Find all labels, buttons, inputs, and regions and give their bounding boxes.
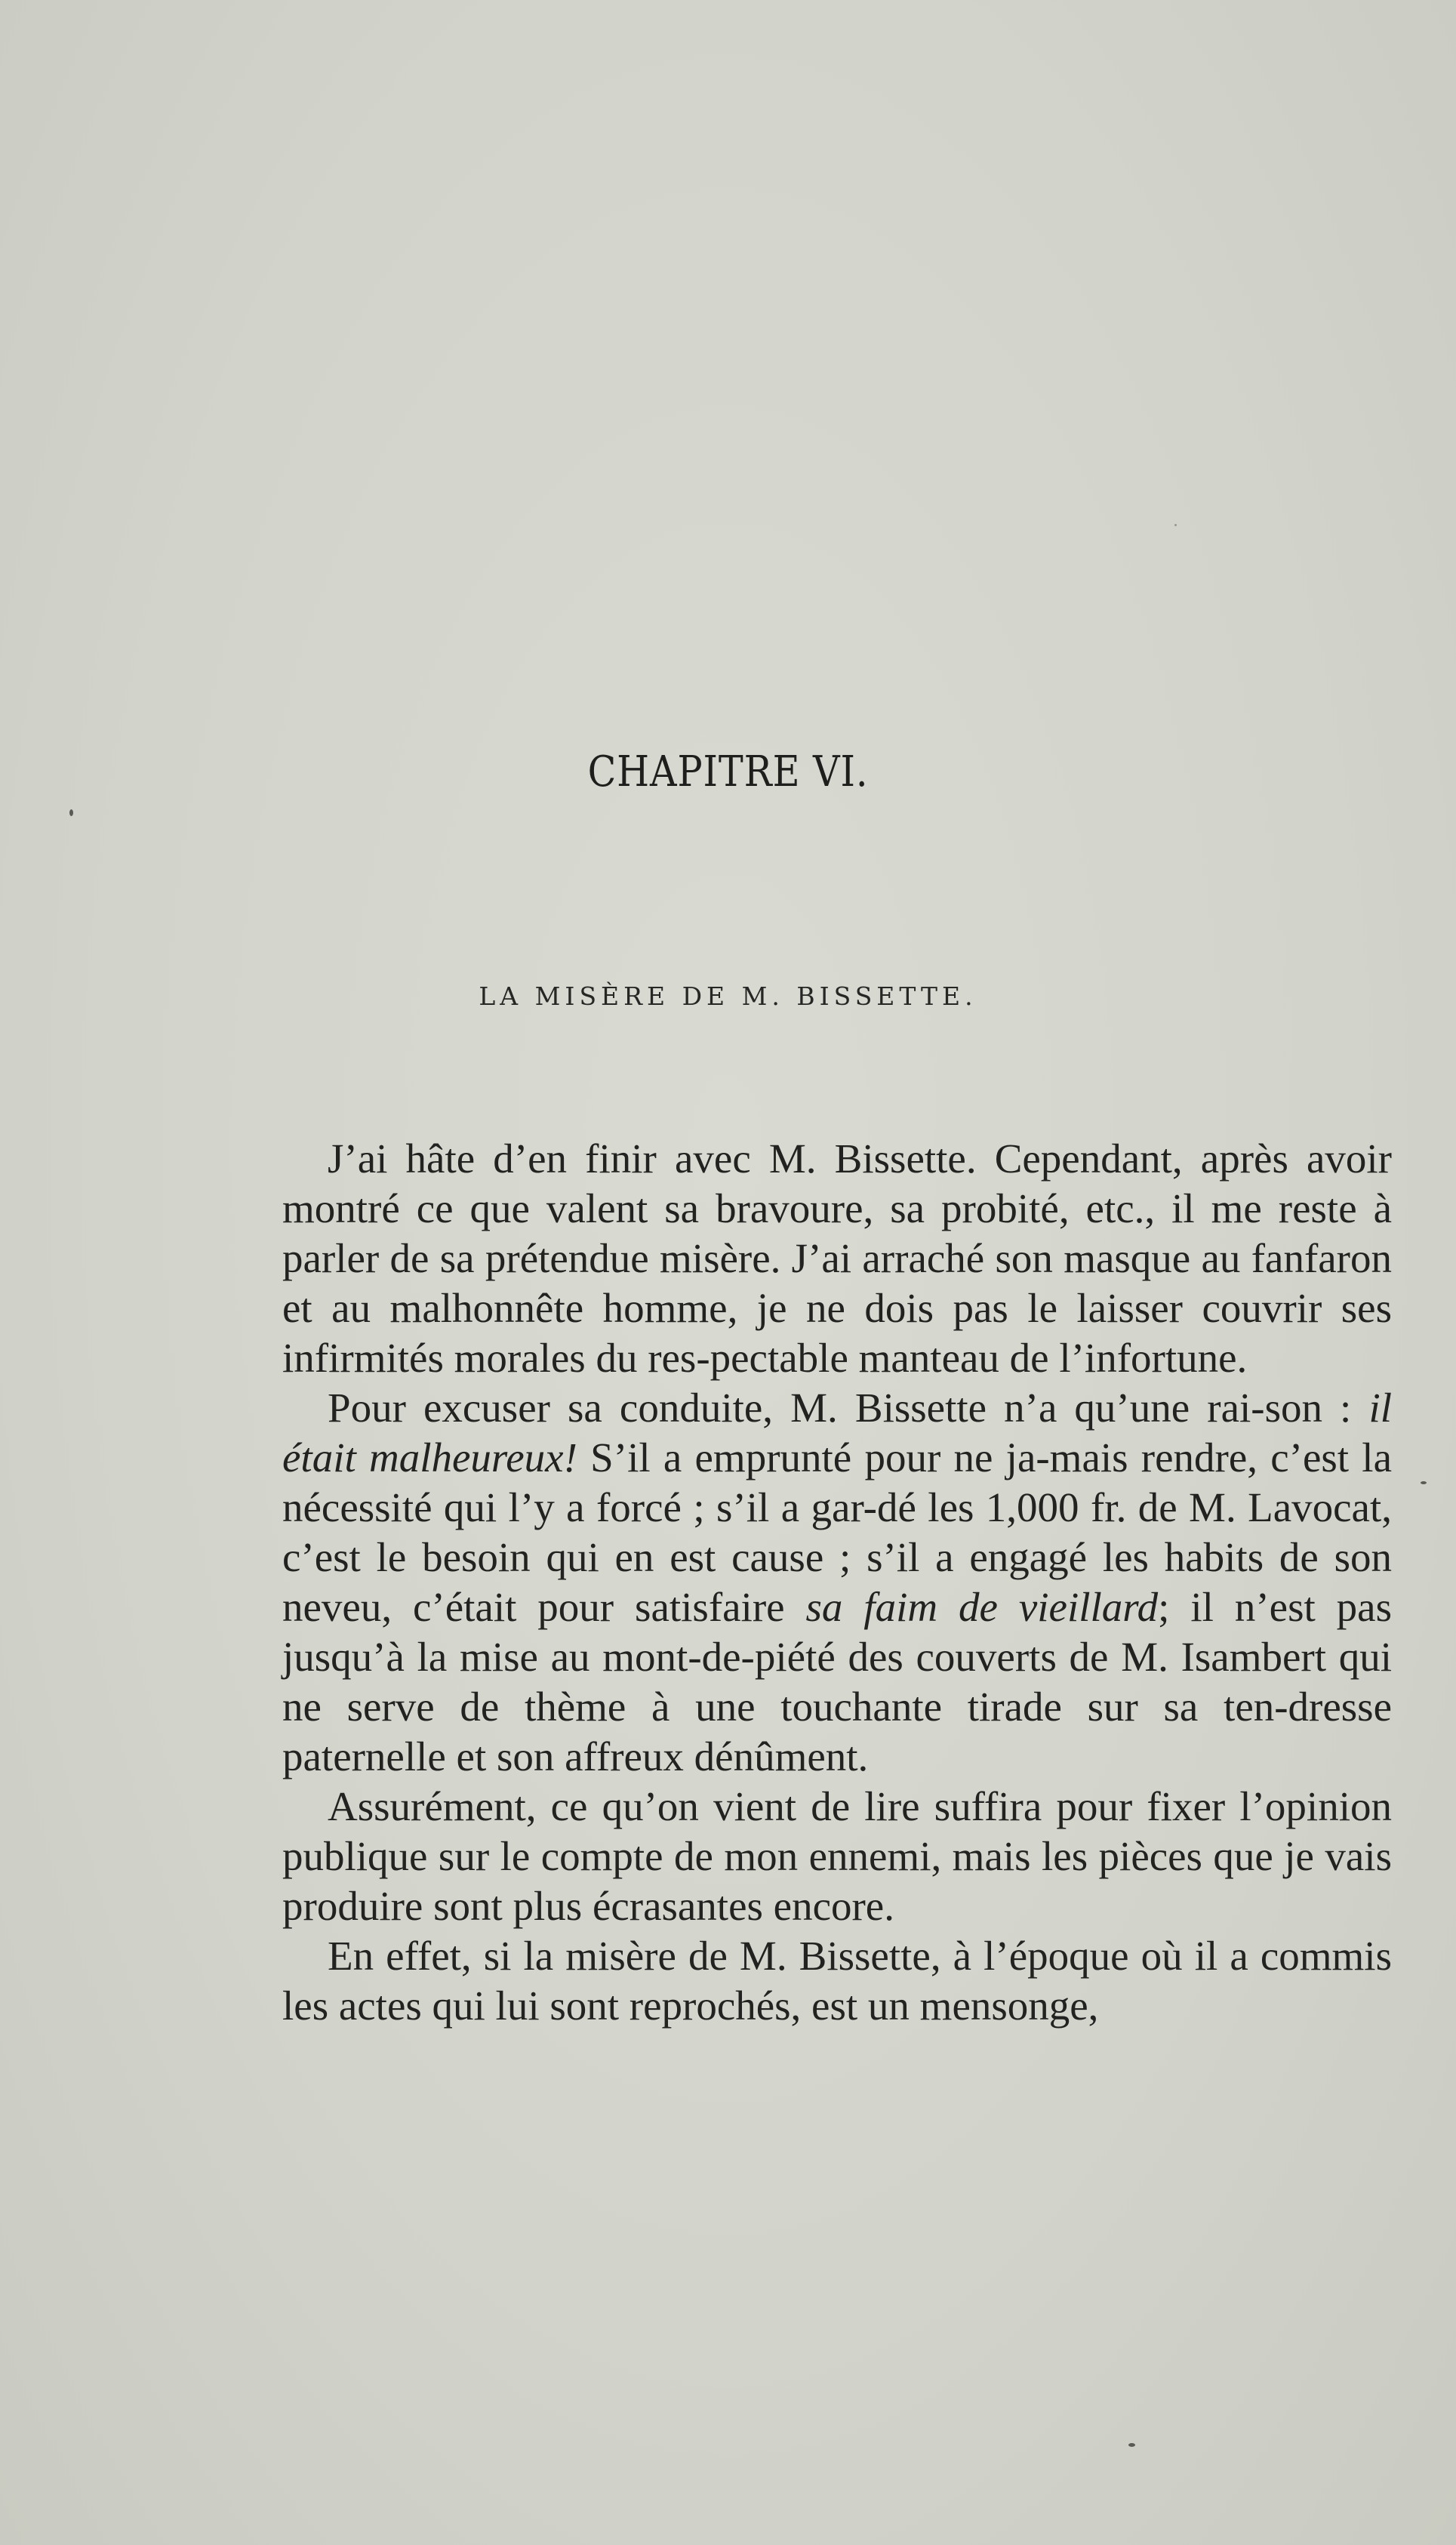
italic-quote: il était malheureux! [282, 1385, 1392, 1480]
paragraph-text: J’ai hâte d’en finir avec M. Bissette. Cependant, après avoir montré ce que valent sa bravoure, sa probité, etc., il me reste à parler de sa prétendue misère. J’ai arraché son masque au fanfaron et au malhonnête homme, je ne dois pas le laisser couvrir ses infirmités morales du res-pectable manteau de l’infortune. [282, 1135, 1392, 1381]
chapter-subtitle: LA MISÈRE DE M. BISSETTE. [479, 981, 977, 1011]
paragraph-text: En effet, si la misère de M. Bissette, à l’époque où il a commis les actes qui lui sont reprochés, est un mensonge, [282, 1933, 1392, 2029]
paragraph-3 [282, 1782, 1392, 1931]
paragraph-text: ; il n’est pas jusqu’à la mise au mont-de-piété des couverts de M. Isambert qui ne serve de thème à une touchante tirade sur sa ten-dresse paternelle et son affreux dénûment. [282, 1584, 1392, 1779]
paragraph-1 [282, 1134, 1392, 1383]
italic-quote: sa faim de vieillard [805, 1584, 1159, 1630]
chapter-title: CHAPITRE VI. [587, 747, 869, 796]
paragraph-2 [282, 1383, 1392, 1782]
paragraph-text: Pour excuser sa conduite, M. Bissette n’a qu’une rai-son : [328, 1385, 1369, 1431]
paragraph-text: S’il a emprunté pour ne ja-mais rendre, c’est la nécessité qui l’y a forcé ; s’il a gar-dé les 1,000 fr. de M. Lavocat, c’est le besoin qui en est cause ; s’il a engagé les habits de son neveu, c’était pour satisfaire [282, 1434, 1392, 1630]
paragraph-text: Assurément, ce qu’on vient de lire suffira pour fixer l’opinion publique sur le compte de mon ennemi, mais les pièces que je vais produire sont plus écrasantes encore. [282, 1783, 1392, 1929]
paper-speck [1128, 2443, 1135, 2447]
paper-speck [1174, 524, 1177, 526]
paper-speck [1421, 1481, 1427, 1484]
chapter-body [282, 1134, 1392, 2031]
paragraph-4 [282, 1931, 1392, 2031]
paper-speck [69, 809, 73, 816]
